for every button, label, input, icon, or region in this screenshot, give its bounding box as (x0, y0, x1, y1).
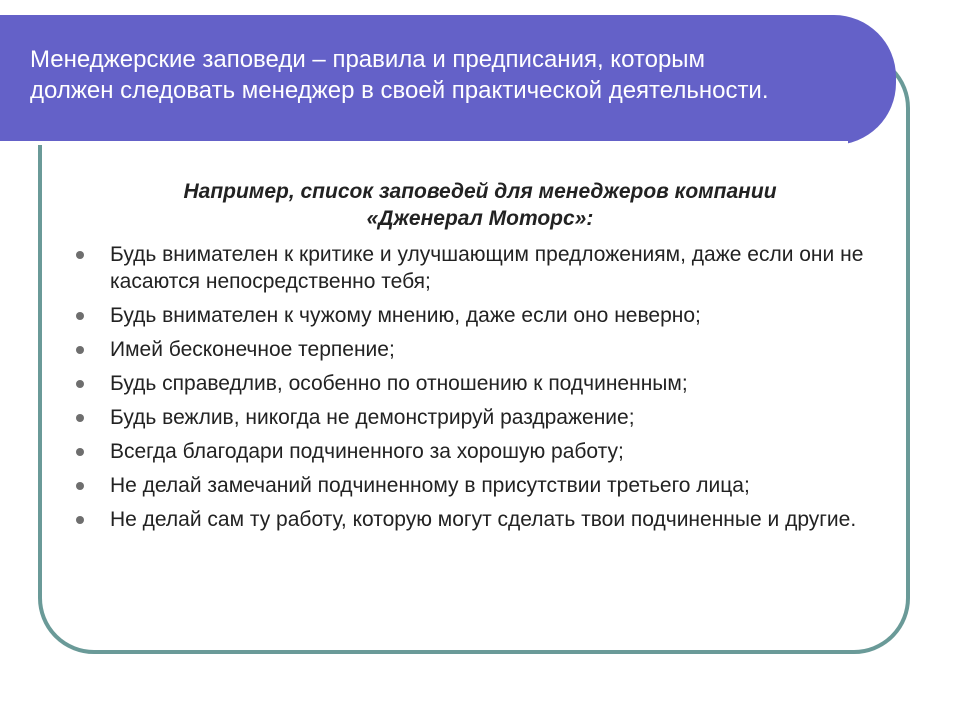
bullet-icon (76, 516, 84, 524)
subtitle-line-1: Например, список заповедей для менеджеров компании (183, 180, 777, 203)
slide-title (30, 44, 870, 106)
list-item (74, 336, 884, 363)
banner-underline (0, 141, 848, 145)
bullet-icon (76, 414, 84, 422)
title-line-1: Менеджерские заповеди – правила и предписания, которым (30, 46, 706, 73)
list-item (74, 506, 884, 533)
list-item (74, 438, 884, 465)
rule-text: Имей бесконечное терпение; (110, 338, 395, 361)
bullet-icon (76, 482, 84, 490)
subtitle (140, 178, 820, 232)
rule-text: Будь справедлив, особенно по отношению к подчиненным; (110, 372, 688, 395)
rule-text: Не делай сам ту работу, которую могут сделать твои подчиненные и другие. (110, 508, 857, 531)
rule-text: Будь внимателен к чужому мнению, даже если оно неверно; (110, 304, 701, 327)
list-item (74, 241, 884, 295)
rule-text: Не делай замечаний подчиненному в присутствии третьего лица; (110, 474, 750, 497)
list-item (74, 370, 884, 397)
bullet-icon (76, 251, 84, 259)
bullet-icon (76, 312, 84, 320)
rule-text: Будь внимателен к критике и улучшающим предложениям, даже если они не касаются непосредственно тебя; (110, 243, 864, 293)
list-item (74, 472, 884, 499)
subtitle-line-2: «Дженерал Моторс»: (366, 207, 594, 230)
title-line-2: должен следовать менеджер в своей практической деятельности. (30, 77, 769, 104)
list-item (74, 404, 884, 431)
bullet-icon (76, 346, 84, 354)
bullet-icon (76, 448, 84, 456)
bullet-icon (76, 380, 84, 388)
rule-text: Будь вежлив, никогда не демонстрируй раздражение; (110, 406, 635, 429)
list-item (74, 302, 884, 329)
rules-list (74, 241, 884, 540)
rule-text: Всегда благодари подчиненного за хорошую работу; (110, 440, 624, 463)
